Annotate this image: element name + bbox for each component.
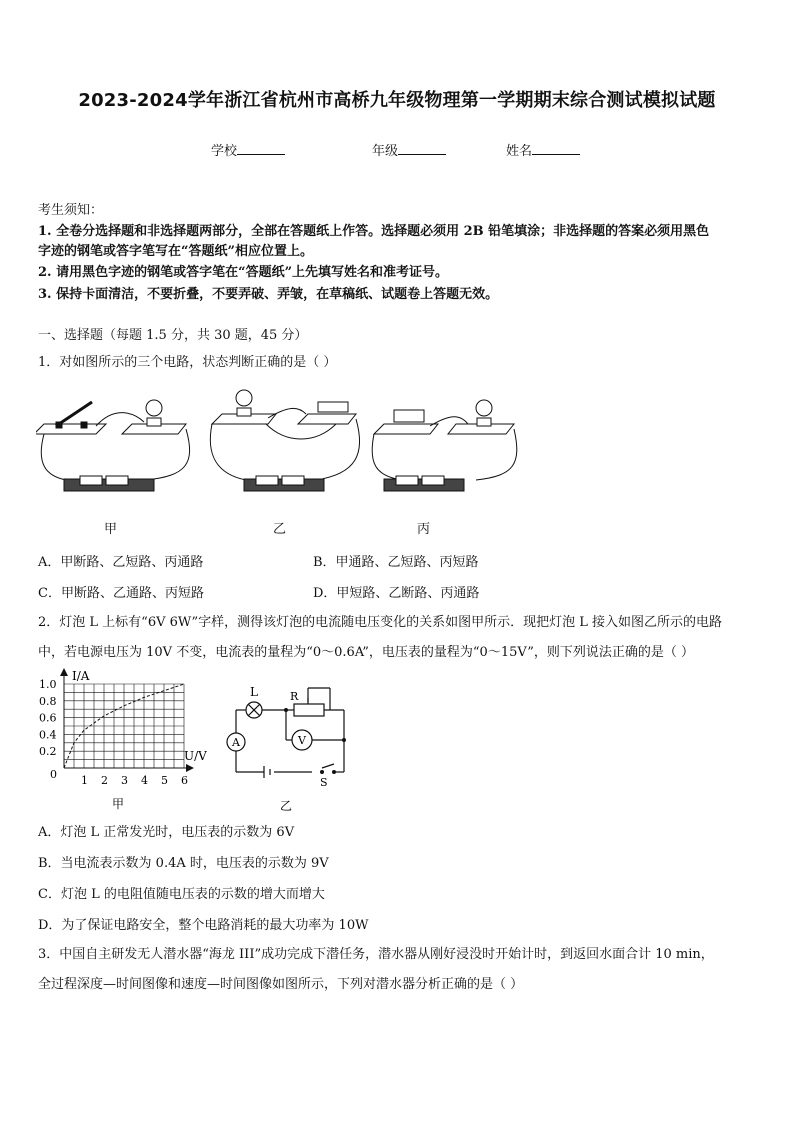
graph-caption: 甲 [112, 797, 125, 811]
q2-stem-line-1: 2．灯泡 L 上标有“6V 6W”字样，测得该灯泡的电流随电压变化的关系如图甲所示．现把灯泡 L 接入如图乙所示的电路 [38, 615, 723, 630]
q2-stem-line-2: 中，若电源电压为 10V 不变，电流表的量程为“0～0.6A”，电压表的量程为“0～15V”，则下列说法正确的是（ ） [38, 645, 695, 660]
rheostat-label: R [290, 690, 299, 703]
q2-iu-graph [36, 666, 216, 812]
circuit-caption: 乙 [280, 799, 293, 812]
graph-ylabel: I/A [72, 669, 90, 683]
q2-option-c: C．灯泡 L 的电阻值随电压表的示数的增大而增大 [38, 887, 325, 902]
y-tick-label: 0.6 [39, 711, 57, 725]
x-tick-label: 1 [81, 774, 88, 787]
x-tick-label: 5 [161, 774, 168, 787]
y-tick-label: 0.2 [39, 745, 57, 759]
q1-option-c: C．甲断路、乙通路、丙短路 [38, 586, 204, 601]
q3-stem-line-2: 全过程深度—时间图像和速度—时间图像如图所示，下列对潜水器分析正确的是（ ） [38, 977, 524, 992]
x-tick-label: 4 [141, 774, 148, 787]
y-tick-label: 0.4 [39, 728, 57, 742]
grade-field [372, 140, 446, 159]
q1-caption-jia: 甲 [104, 522, 118, 537]
school-label: 学校 [211, 144, 238, 159]
q1-caption-bing: 丙 [417, 522, 431, 537]
voltmeter-label: V [298, 734, 306, 747]
section-heading: 一、选择题（每题 1.5 分，共 30 题，45 分） [38, 328, 308, 343]
q2-option-d: D．为了保证电路安全，整个电路消耗的最大功率为 10W [38, 918, 369, 933]
page-title: 2023-2024学年浙江省杭州市高桥九年级物理第一学期期末综合测试模拟试题 [78, 90, 716, 111]
name-label: 姓名 [506, 144, 533, 159]
name-blank [532, 142, 580, 155]
notice-item-3: 3. 保持卡面清洁，不要折叠，不要弄破、弄皱，在草稿纸、试题卷上答题无效。 [38, 287, 499, 302]
q1-caption-yi: 乙 [273, 522, 287, 537]
q1-option-a: A．甲断路、乙短路、丙通路 [38, 555, 204, 570]
x-tick-label: 6 [181, 774, 188, 787]
q1-circuit-figures [36, 384, 526, 500]
q1-option-d: D．甲短路、乙断路、丙通路 [313, 586, 480, 601]
switch-label: S [320, 776, 328, 789]
school-blank [237, 142, 285, 155]
notice-item-2: 2. 请用黑色字迹的钢笔或答字笔在“答题纸”上先填写姓名和准考证号。 [38, 265, 449, 280]
circuit-jia [36, 400, 190, 491]
q3-stem-line-1: 3．中国自主研发无人潜水器“海龙 III”成功完成下潜任务，潜水器从刚好浸没时开始计时，到返回水面合计 10 min， [38, 947, 714, 962]
y-tick-label: 1.0 [39, 678, 57, 691]
name-field [506, 140, 580, 159]
graph-origin: 0 [50, 768, 57, 781]
y-tick-label: 0.8 [39, 694, 57, 708]
x-tick-label: 3 [121, 774, 128, 787]
circuit-yi [210, 390, 359, 491]
q1-option-b: B．甲通路、乙短路、丙短路 [313, 555, 479, 570]
q2-option-b: B．当电流表示数为 0.4A 时，电压表的示数为 9V [38, 856, 329, 871]
notice-item-1-line-1: 1. 全卷分选择题和非选择题两部分，全部在答题纸上作答。选择题必须用 2B 铅笔填涂；非选择题的答案必须用黑色 [38, 224, 710, 239]
x-tick-label: 2 [101, 774, 108, 787]
q1-stem: 1．对如图所示的三个电路，状态判断正确的是（ ） [38, 355, 337, 370]
grade-label: 年级 [372, 144, 399, 159]
circuit-bing [372, 400, 517, 491]
notice-item-1-line-2: 字迹的钢笔或答字笔写在“答题纸”相应位置上。 [38, 244, 313, 259]
notice-heading: 考生须知： [38, 203, 104, 218]
rheostat-symbol [294, 704, 324, 716]
lamp-label: L [250, 685, 258, 699]
school-field [211, 140, 285, 159]
ammeter-label: A [232, 736, 240, 749]
grade-blank [398, 142, 446, 155]
graph-xlabel: U/V [184, 749, 207, 763]
q2-circuit [218, 680, 358, 812]
q2-option-a: A．灯泡 L 正常发光时，电压表的示数为 6V [38, 825, 295, 840]
